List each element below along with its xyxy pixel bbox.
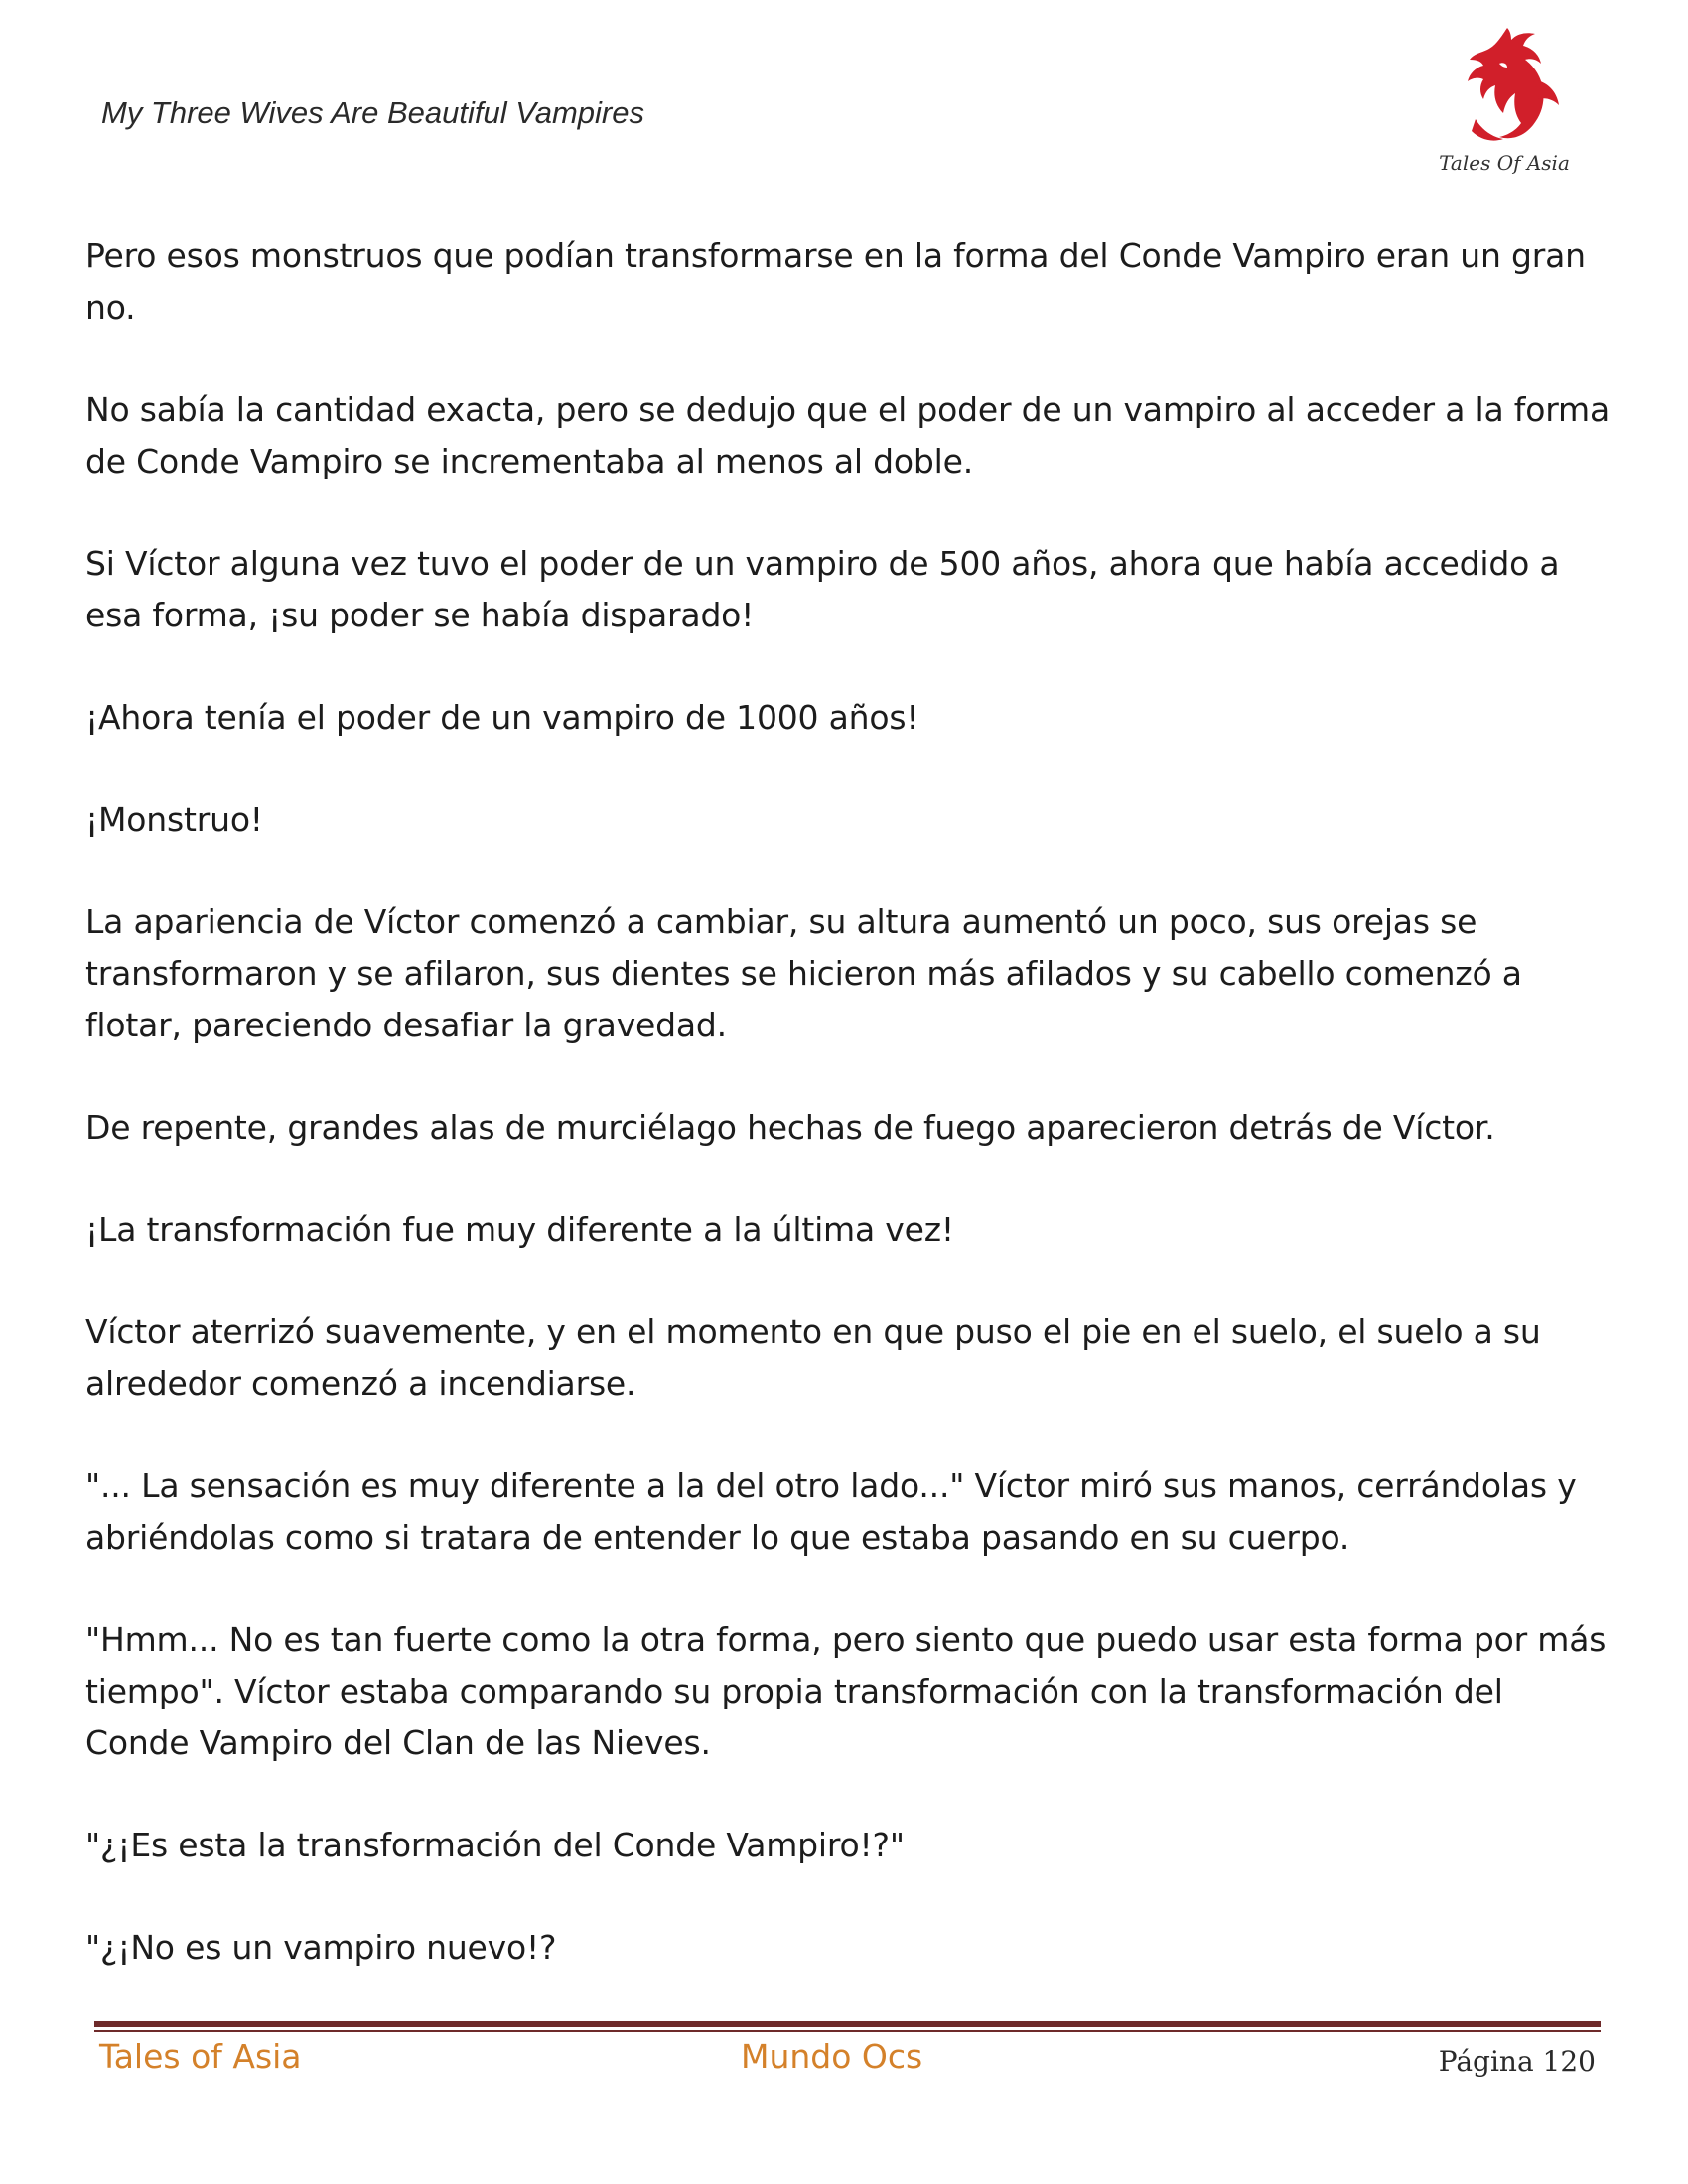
red-dragon-logo-icon <box>1430 20 1579 159</box>
publisher-logo <box>1430 20 1579 184</box>
footer-divider <box>94 2021 1601 2027</box>
footer-publisher: Tales of Asia <box>99 2037 302 2076</box>
paragraph: Víctor aterrizó suavemente, y en el momento en que puso el pie en el suelo, el suelo a su alrededor comenzó a incendiarse. <box>85 1312 1541 1403</box>
paragraph: "... La sensación es muy diferente a la del otro lado..." Víctor miró sus manos, cerrándolas y abriéndolas como si tratara de entender lo que estaba pasando en su cuerpo. <box>85 1466 1577 1557</box>
paragraph: Si Víctor alguna vez tuvo el poder de un vampiro de 500 años, ahora que había accedido a esa forma, ¡su poder se había disparado! <box>85 544 1560 634</box>
paragraph: "Hmm... No es tan fuerte como la otra forma, pero siento que puedo usar esta forma por más tiempo". Víctor estaba comparando su propia transformación con la transformación del Conde Vampiro del Clan de las Nieves. <box>85 1620 1607 1762</box>
footer-divider-thin <box>94 2030 1601 2032</box>
paragraph: "¿¡Es esta la transformación del Conde Vampiro!?" <box>85 1826 905 1864</box>
paragraph: No sabía la cantidad exacta, pero se dedujo que el poder de un vampiro al acceder a la forma de Conde Vampiro se incrementaba al menos al doble. <box>85 390 1610 480</box>
page-header-title: My Three Wives Are Beautiful Vampires <box>101 95 644 130</box>
paragraph: De repente, grandes alas de murciélago hechas de fuego aparecieron detrás de Víctor. <box>85 1108 1495 1147</box>
page-number: Página 120 <box>1438 2045 1596 2078</box>
paragraph: "¿¡No es un vampiro nuevo!? <box>85 1928 557 1967</box>
footer-site: Mundo Ocs <box>741 2037 923 2076</box>
paragraph: Pero esos monstruos que podían transformarse en la forma del Conde Vampiro eran un gran no. <box>85 236 1586 327</box>
paragraph: ¡Ahora tenía el poder de un vampiro de 1000 años! <box>85 698 919 737</box>
paragraph: ¡La transformación fue muy diferente a la última vez! <box>85 1210 954 1249</box>
logo-text: Tales Of Asia <box>1439 151 1570 175</box>
paragraph: ¡Monstruo! <box>85 800 263 839</box>
paragraph: La apariencia de Víctor comenzó a cambiar, su altura aumentó un poco, sus orejas se transformaron y se afilaron, sus dientes se hicieron más afilados y su cabello comenzó a flotar, pareciendo desafiar la gravedad. <box>85 902 1522 1044</box>
page-content <box>85 230 1615 2024</box>
